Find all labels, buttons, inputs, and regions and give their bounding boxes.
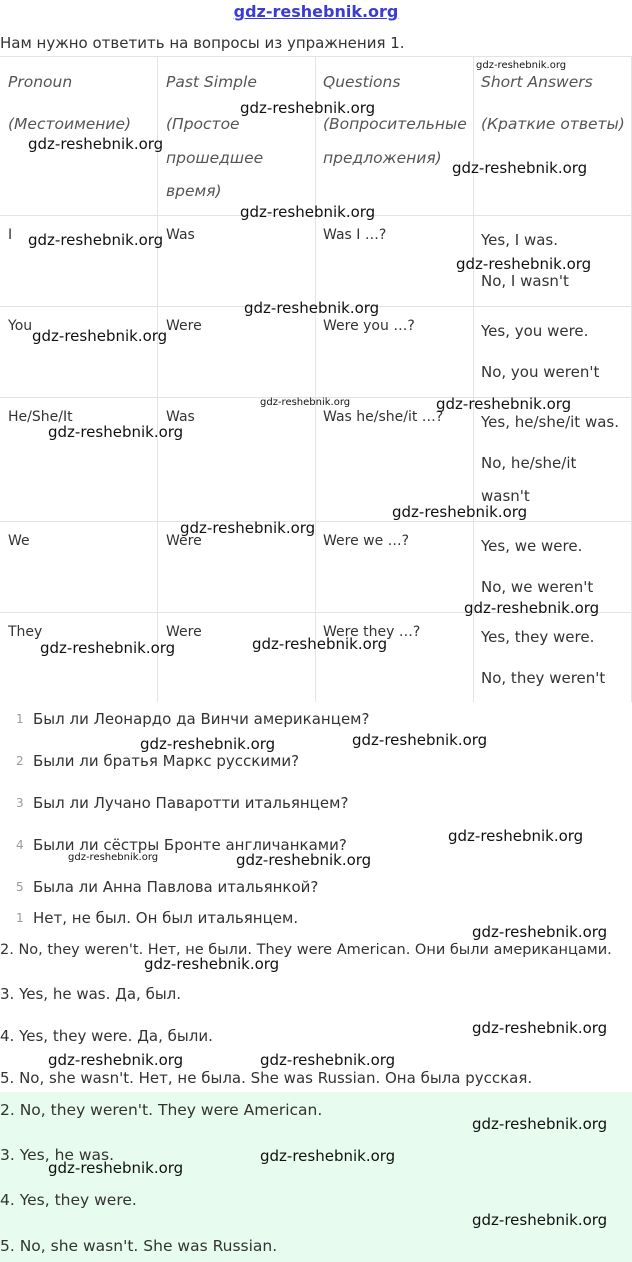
header-short-answers-ru: (Краткие ответы) bbox=[481, 115, 625, 133]
row-divider bbox=[0, 521, 632, 522]
table-border bbox=[0, 56, 632, 57]
table-cell-answer: Yes, I was. bbox=[481, 231, 558, 249]
watermark: gdz-reshebnik.org bbox=[28, 135, 164, 153]
watermark: gdz-reshebnik.org bbox=[180, 519, 316, 537]
list-item-number: 1 bbox=[16, 911, 24, 925]
watermark: gdz-reshebnik.org bbox=[260, 1051, 396, 1069]
table-cell-question: Was he/she/it …? bbox=[323, 409, 444, 425]
header-past-simple-ru: (Простое bbox=[166, 115, 240, 133]
table-cell-question: Were you …? bbox=[323, 318, 415, 334]
watermark: gdz-reshebnik.org bbox=[464, 599, 600, 617]
watermark: gdz-reshebnik.org bbox=[472, 1019, 608, 1037]
watermark: gdz-reshebnik.org bbox=[48, 1159, 184, 1177]
table-cell-answer: Yes, he/she/it was. bbox=[481, 413, 620, 431]
site-header-link[interactable]: gdz-reshebnik.org bbox=[233, 2, 399, 21]
table-cell-answer: wasn't bbox=[481, 487, 530, 505]
watermark: gdz-reshebnik.org bbox=[144, 955, 280, 973]
table-cell-past: Were bbox=[166, 624, 202, 640]
watermark: gdz-reshebnik.org bbox=[260, 397, 351, 408]
watermark: gdz-reshebnik.org bbox=[68, 852, 159, 863]
table-cell-pronoun: He/She/It bbox=[8, 409, 73, 425]
watermark: gdz-reshebnik.org bbox=[472, 923, 608, 941]
list-item: Нет, не был. Он был итальянцем. bbox=[33, 909, 299, 927]
table-cell-answer: No, we weren't bbox=[481, 578, 594, 596]
table-cell-answer: Yes, they were. bbox=[481, 628, 595, 646]
list-item: 5. No, she wasn't. She was Russian. bbox=[0, 1237, 278, 1255]
watermark: gdz-reshebnik.org bbox=[472, 1115, 608, 1133]
list-item: 5. No, she wasn't. Нет, не была. She was Russian. Она была русская. bbox=[0, 1069, 533, 1087]
list-item: Были ли братья Маркс русскими? bbox=[33, 752, 300, 770]
header-questions-ru: (Вопросительные bbox=[323, 115, 467, 133]
list-item: 4. Yes, they were. bbox=[0, 1191, 137, 1209]
intro-text: Нам нужно ответить на вопросы из упражнения 1. bbox=[0, 34, 405, 52]
watermark: gdz-reshebnik.org bbox=[48, 1051, 184, 1069]
list-item: 3. Yes, he was. bbox=[0, 1146, 115, 1164]
watermark: gdz-reshebnik.org bbox=[40, 639, 176, 657]
list-item-number: 1 bbox=[16, 712, 24, 726]
list-item: 4. Yes, they were. Да, были. bbox=[0, 1027, 213, 1045]
table-cell-past: Were bbox=[166, 318, 202, 334]
watermark: gdz-reshebnik.org bbox=[352, 731, 488, 749]
list-item: Были ли сёстры Бронте англичанками? bbox=[33, 836, 347, 854]
watermark: gdz-reshebnik.org bbox=[28, 231, 164, 249]
header-questions-ru: предложения) bbox=[323, 149, 442, 167]
watermark: gdz-reshebnik.org bbox=[452, 159, 588, 177]
list-item: 3. Yes, he was. Да, был. bbox=[0, 985, 182, 1003]
watermark: gdz-reshebnik.org bbox=[456, 255, 592, 273]
watermark: gdz-reshebnik.org bbox=[140, 735, 276, 753]
watermark: gdz-reshebnik.org bbox=[472, 1211, 608, 1229]
table-cell-question: Were we …? bbox=[323, 533, 410, 549]
list-item-number: 5 bbox=[16, 880, 24, 894]
table-cell-answer: Yes, we were. bbox=[481, 537, 583, 555]
watermark: gdz-reshebnik.org bbox=[252, 635, 388, 653]
table-cell-pronoun: You bbox=[8, 318, 33, 334]
header-past-simple-ru: прошедшее bbox=[166, 149, 264, 167]
watermark: gdz-reshebnik.org bbox=[436, 395, 572, 413]
watermark: gdz-reshebnik.org bbox=[236, 851, 372, 869]
table-cell-answer: No, you weren't bbox=[481, 363, 600, 381]
watermark: gdz-reshebnik.org bbox=[476, 60, 567, 71]
watermark: gdz-reshebnik.org bbox=[240, 99, 376, 117]
watermark: gdz-reshebnik.org bbox=[240, 203, 376, 221]
header-questions: Questions bbox=[323, 73, 401, 91]
header-pronoun: Pronoun bbox=[8, 73, 73, 91]
list-item: Был ли Леонардо да Винчи американцем? bbox=[33, 710, 370, 728]
table-cell-answer: No, he/she/it bbox=[481, 454, 577, 472]
watermark: gdz-reshebnik.org bbox=[448, 827, 584, 845]
list-item: Была ли Анна Павлова итальянкой? bbox=[33, 878, 319, 896]
watermark: gdz-reshebnik.org bbox=[48, 423, 184, 441]
table-cell-past: Was bbox=[166, 409, 195, 425]
header-past-simple-ru: время) bbox=[166, 182, 222, 200]
list-item: Был ли Лучано Паваротти итальянцем? bbox=[33, 794, 349, 812]
watermark: gdz-reshebnik.org bbox=[244, 299, 380, 317]
table-cell-answer: No, they weren't bbox=[481, 669, 606, 687]
list-item-number: 2 bbox=[16, 754, 24, 768]
table-cell-past: Was bbox=[166, 227, 195, 243]
table-cell-answer: Yes, you were. bbox=[481, 322, 589, 340]
table-cell-pronoun: We bbox=[8, 533, 30, 549]
watermark: gdz-reshebnik.org bbox=[32, 327, 168, 345]
watermark: gdz-reshebnik.org bbox=[392, 503, 528, 521]
header-pronoun-ru: (Местоимение) bbox=[8, 115, 132, 133]
list-item-number: 3 bbox=[16, 796, 24, 810]
table-cell-question: Was I …? bbox=[323, 227, 387, 243]
table-cell-answer: No, I wasn't bbox=[481, 272, 569, 290]
table-cell-past: Were bbox=[166, 533, 202, 549]
header-short-answers: Short Answers bbox=[481, 73, 593, 91]
watermark: gdz-reshebnik.org bbox=[260, 1147, 396, 1165]
table-cell-pronoun: They bbox=[8, 624, 43, 640]
list-item: 2. No, they weren't. They were American. bbox=[0, 1101, 323, 1119]
table-cell-question: Were they …? bbox=[323, 624, 421, 640]
list-item-number: 4 bbox=[16, 838, 24, 852]
list-item: 2. No, they weren't. Нет, не были. They were American. Они были американцами. bbox=[0, 942, 612, 958]
header-past-simple: Past Simple bbox=[166, 73, 257, 91]
column-divider bbox=[315, 56, 316, 702]
table-cell-pronoun: I bbox=[8, 227, 13, 243]
